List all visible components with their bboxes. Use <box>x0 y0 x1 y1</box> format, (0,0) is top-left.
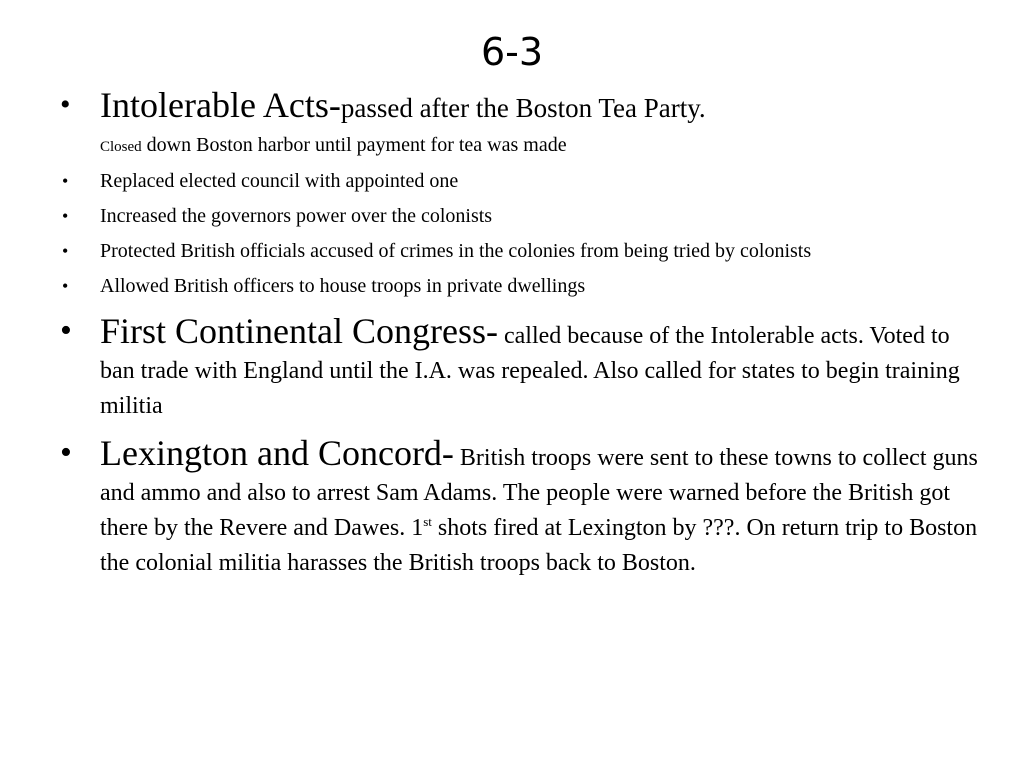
congress-body: called because of the Intolerable acts. Voted to ban trade with England until the I.A. was repealed. Also called for states to begin training militia <box>100 323 960 419</box>
sub-bullet-text: Replaced elected council with appointed one <box>100 170 459 192</box>
bullet-dot: • <box>60 434 72 471</box>
sub-bullet-troops <box>60 273 980 299</box>
intolerable-acts-heading: Intolerable Acts- <box>100 85 341 125</box>
lexington-heading: Lexington and Concord- <box>100 433 454 473</box>
bullet-dot: • <box>62 171 69 191</box>
slide-body <box>60 84 980 587</box>
slide-title: 6-3 <box>480 30 544 74</box>
sub-bullet-text: Protected British officials accused of crimes in the colonies from being tried by colonists <box>100 240 812 262</box>
sub-bullet-council <box>60 168 980 194</box>
bullet-first-continental-congress <box>60 308 980 424</box>
bullet-lexington-concord <box>60 430 980 581</box>
congress-heading: First Continental Congress- <box>100 311 498 351</box>
bullet-dot: • <box>60 88 71 121</box>
sub-bullet-text: Increased the governors power over the colonists <box>100 205 493 227</box>
bullet-dot: • <box>62 276 69 296</box>
bullet-dot: • <box>62 206 69 226</box>
bullet-dot: • <box>62 241 69 261</box>
intolerable-acts-closed: Closed <box>100 139 142 155</box>
sub-bullet-officials <box>60 238 980 264</box>
sub-bullet-governors <box>60 203 980 229</box>
lexington-superscript: st <box>423 514 432 529</box>
lexington-body-2: shots fired at Lexington by ???. On return trip to Boston the colonial militia harasses the British troops back to Boston. <box>100 515 978 576</box>
lexington-body-1: British troops were sent to these towns to collect guns and ammo and also to arrest Sam Adams. The people were warned before the British got there by the Revere and Dawes. 1 <box>100 445 978 541</box>
intolerable-acts-lead: passed after the Boston Tea Party. <box>340 93 706 123</box>
bullet-dot: • <box>60 312 72 349</box>
sub-bullet-text: Allowed British officers to house troops in private dwellings <box>100 275 586 297</box>
bullet-intolerable-acts <box>60 84 980 160</box>
intolerable-acts-rest: down Boston harbor until payment for tea was made <box>141 134 567 156</box>
